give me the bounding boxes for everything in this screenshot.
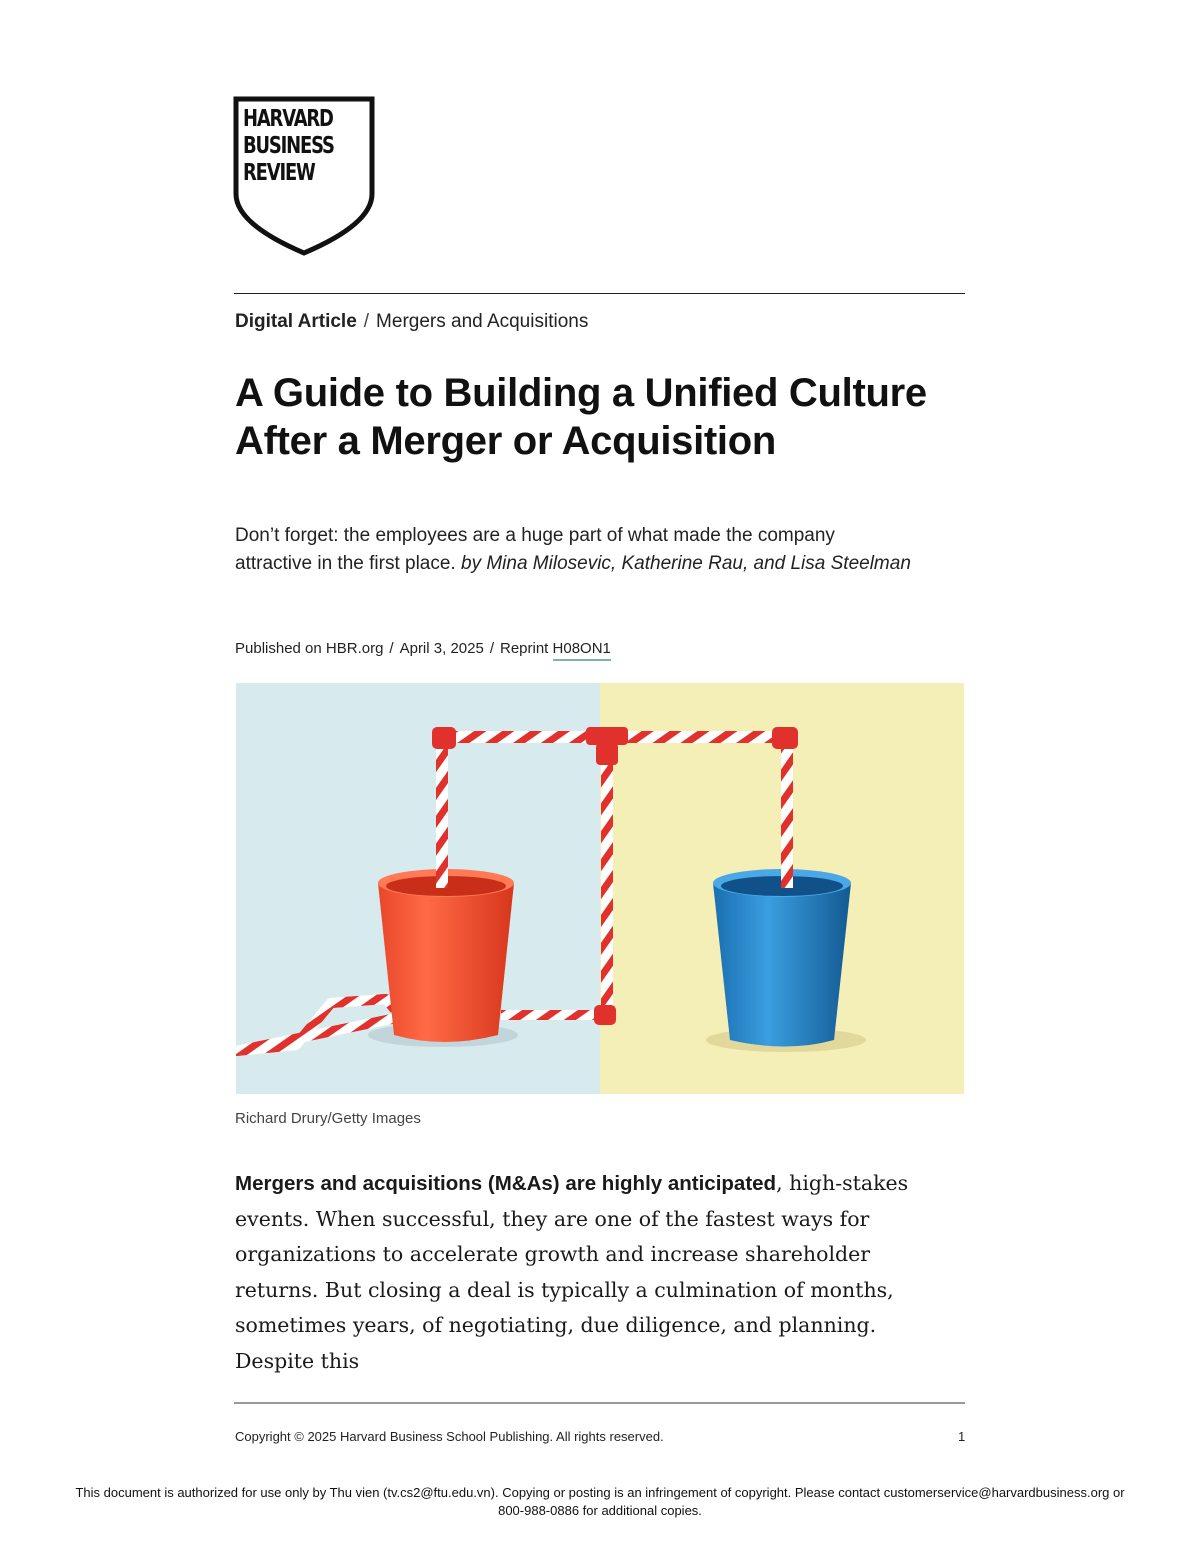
logo-wordmark xyxy=(243,106,334,187)
publish-date: April 3, 2025 xyxy=(399,640,484,657)
authorization-notice xyxy=(20,1484,1180,1520)
lead-in: Mergers and acquisitions (M&As) are highly anticipated xyxy=(235,1172,777,1195)
logo-line: REVIEW xyxy=(243,160,315,186)
reprint-code-link[interactable]: H08ON1 xyxy=(553,640,611,661)
byline: by Mina Milosevic, Katherine Rau, and Lisa Steelman xyxy=(461,553,911,574)
article-title: A Guide to Building a Unified Culture After a Merger or Acquisition xyxy=(235,371,927,463)
article-category[interactable]: Mergers and Acquisitions xyxy=(376,311,589,332)
header-divider xyxy=(234,293,965,294)
logo-line: HARVARD xyxy=(243,106,333,132)
cups-and-straws-illustration xyxy=(236,683,964,1094)
meta-separator: / xyxy=(489,640,494,657)
article-type[interactable]: Digital Article xyxy=(235,311,357,332)
body-paragraph: , high-stakes events. When successful, they are one of the fastest ways for organizations to accelerate growth and increase shareholder returns. But closing a deal is typically a culmination of months, sometimes years, of negotiating, due diligence, and planning. Despite this xyxy=(235,1171,909,1373)
dek-text: Don’t forget: the employees are a huge part of what made the company attractive in the first place. xyxy=(235,525,835,574)
hero-image xyxy=(236,683,964,1094)
logo-line: BUSINESS xyxy=(243,133,334,159)
image-credit: Richard Drury/Getty Images xyxy=(235,1110,421,1127)
article-dek xyxy=(235,522,915,578)
publication-meta xyxy=(235,640,611,657)
breadcrumb-separator: / xyxy=(363,311,370,332)
footer-divider xyxy=(234,1402,965,1404)
notice-line: 800-988-0886 for additional copies. xyxy=(498,1503,702,1518)
hbr-logo xyxy=(233,96,375,256)
meta-separator: / xyxy=(389,640,394,657)
page-number: 1 xyxy=(958,1429,966,1444)
copyright-notice: Copyright © 2025 Harvard Business School Publishing. All rights reserved. xyxy=(235,1429,664,1444)
article-body xyxy=(235,1166,950,1379)
notice-line: This document is authorized for use only by Thu vien (tv.cs2@ftu.edu.vn). Copying or posting is an infringement of copyright. Please contact customerservice@harvardbusiness.org or xyxy=(75,1485,1125,1500)
published-source: Published on HBR.org xyxy=(235,640,384,657)
reprint-label: Reprint xyxy=(500,640,549,657)
breadcrumb xyxy=(235,311,588,333)
